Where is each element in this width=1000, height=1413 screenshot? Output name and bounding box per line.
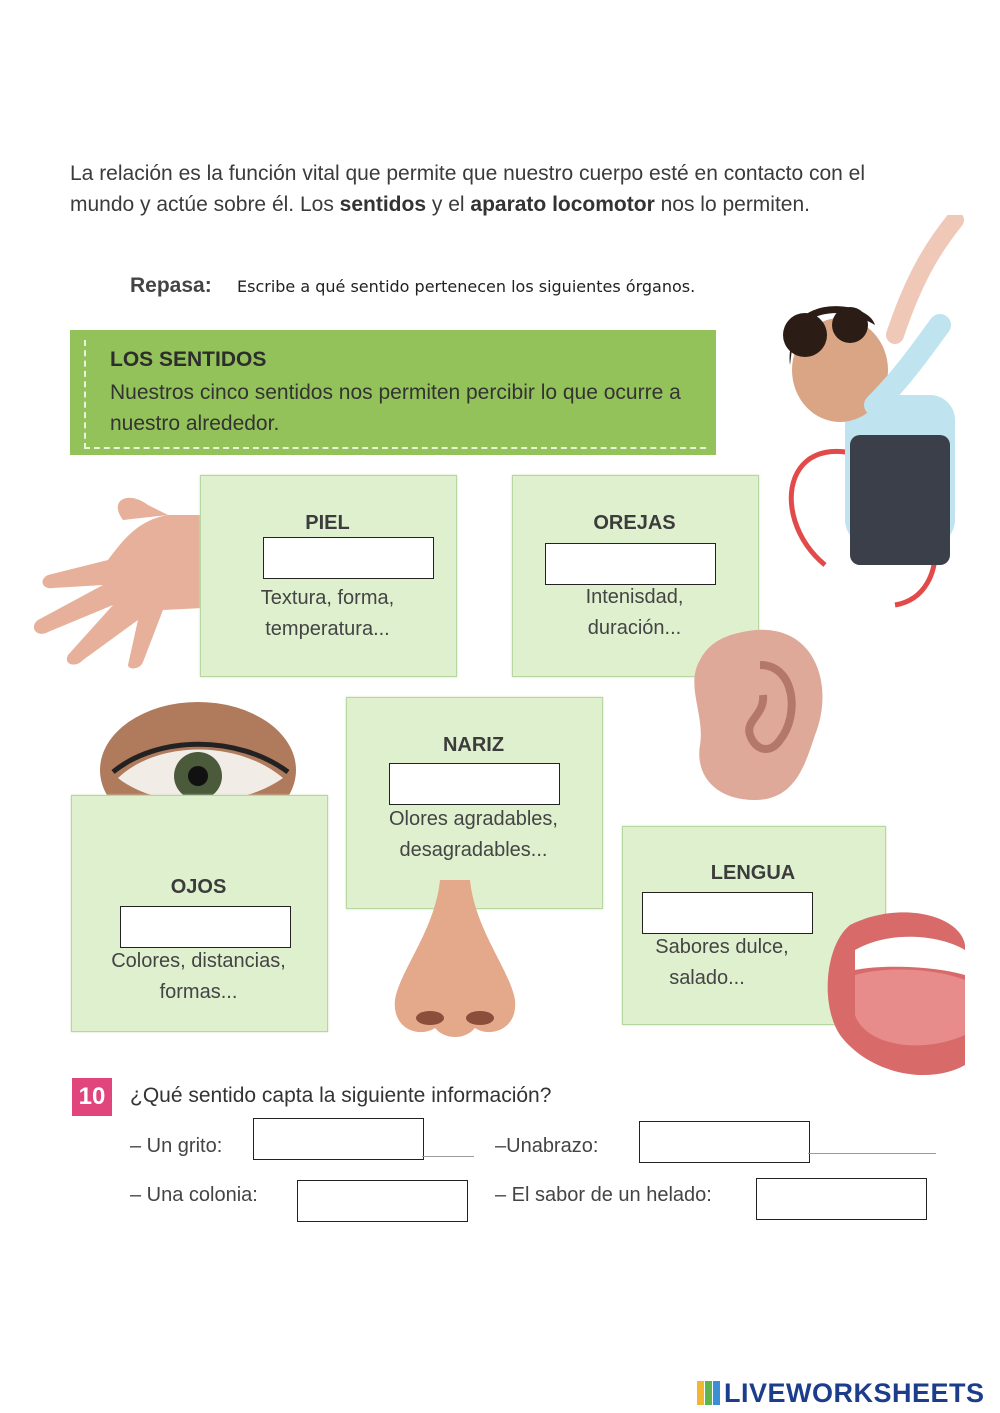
item-colonia-label: – Una colonia: <box>130 1184 258 1206</box>
repasa-label: Repasa: <box>130 274 212 297</box>
intro-bold-sentidos: sentidos <box>339 193 427 216</box>
answer-lengua-input[interactable] <box>642 892 813 934</box>
answer-line <box>808 1153 936 1154</box>
card-piel-title: PIEL <box>305 512 350 534</box>
question-number-badge: 10 <box>72 1078 112 1116</box>
item-helado-label: – El sabor de un helado: <box>495 1184 712 1206</box>
card-nariz-text-1: Olores agradables, <box>389 808 558 830</box>
card-lengua-title: LENGUA <box>710 862 796 884</box>
card-nariz-text-2: desagradables... <box>399 839 548 861</box>
liveworksheets-logo <box>697 1378 985 1409</box>
answer-abrazo-input[interactable] <box>639 1121 810 1163</box>
card-nariz-title: NARIZ <box>442 734 505 756</box>
intro-text-1: La relación es la función vital que permite que nuestro cuerpo esté en contacto con el mundo y actúe sobre él. Los <box>70 162 865 216</box>
item-grito-label: – Un grito: <box>130 1135 223 1157</box>
answer-piel-input[interactable] <box>263 537 434 579</box>
banner-text: Nuestros cinco sentidos nos permiten percibir lo que ocurre a nuestro alrededor. <box>110 381 681 435</box>
answer-nariz-input[interactable] <box>389 763 560 805</box>
card-piel-text-2: temperatura... <box>265 618 390 640</box>
nose-image <box>390 880 520 1040</box>
answer-ojos-input[interactable] <box>120 906 291 948</box>
item-abrazo-label: –Unabrazo: <box>495 1135 599 1157</box>
answer-orejas-input[interactable] <box>545 543 716 585</box>
question-title: ¿Qué sentido capta la siguiente información? <box>130 1084 552 1107</box>
girl-image <box>745 215 965 665</box>
intro-paragraph <box>70 158 930 220</box>
card-ojos-text-2: formas... <box>159 981 238 1003</box>
card-orejas-title: OREJAS <box>593 512 676 534</box>
card-lengua-text-2: salado... <box>669 967 745 989</box>
intro-text-3: nos lo permiten. <box>654 193 810 216</box>
answer-colonia-input[interactable] <box>297 1180 468 1222</box>
card-piel-text-1: Textura, forma, <box>260 587 395 609</box>
card-orejas-text-2: duración... <box>587 617 682 639</box>
repasa-instruction: Escribe a qué sentido pertenecen los siguientes órganos. <box>237 277 696 296</box>
logo-text: LIVEWORKSHEETS <box>724 1378 985 1408</box>
answer-grito-input[interactable] <box>253 1118 424 1160</box>
answer-helado-input[interactable] <box>756 1178 927 1220</box>
intro-bold-aparato: aparato locomotor <box>470 193 655 216</box>
mouth-image <box>820 905 965 1085</box>
card-ojos-text-1: Colores, distancias, <box>111 950 286 972</box>
intro-text-2: y el <box>426 193 471 216</box>
card-ojos-title: OJOS <box>170 876 227 898</box>
banner-title: LOS SENTIDOS <box>110 348 267 371</box>
ear-image <box>685 625 835 805</box>
liveworksheets-logo-icon <box>697 1381 721 1405</box>
card-orejas-text-1: Intenisdad, <box>585 586 684 608</box>
answer-line <box>422 1156 474 1157</box>
card-lengua-text-1: Sabores dulce, <box>655 936 789 958</box>
